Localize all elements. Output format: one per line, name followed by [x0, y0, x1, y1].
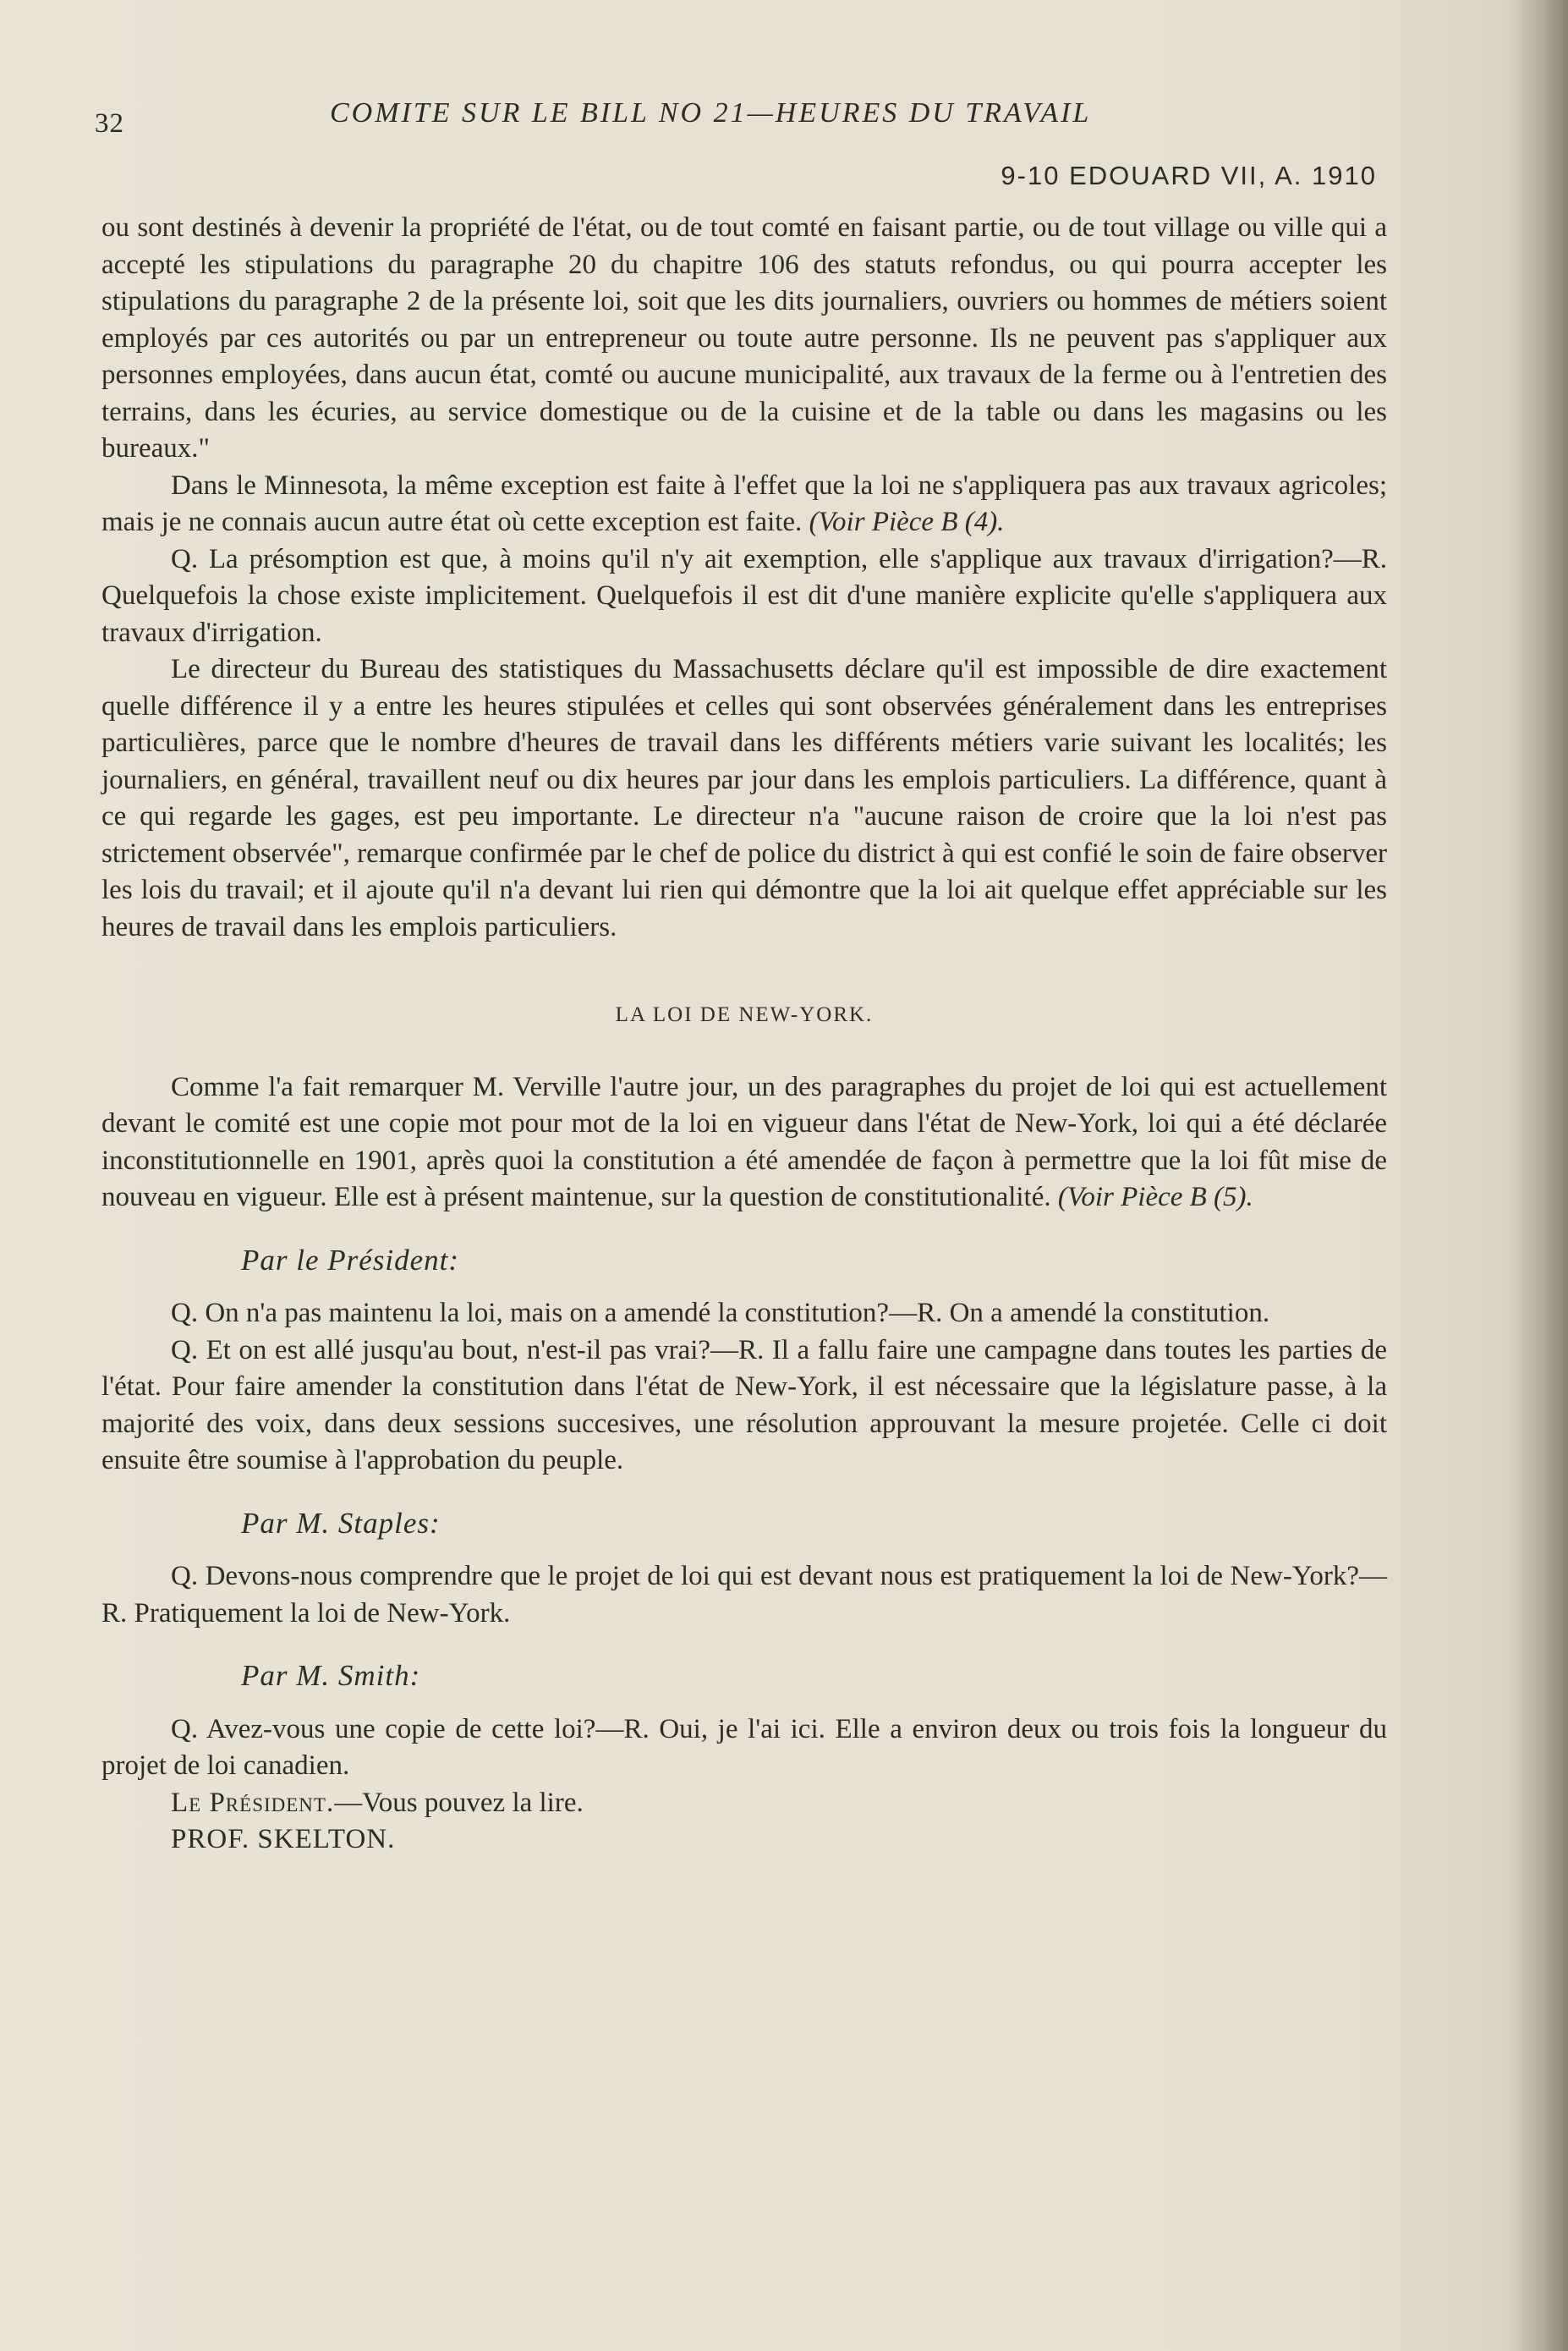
- body-text: [101, 210, 1387, 1859]
- paragraph-text: Comme l'a fait remarquer M. Verville l'autre jour, un des paragraphes du projet de loi qui est actuellement devant le comité est une copie mot pour mot de la loi en vigueur dans l'état de New-York, loi qui a été déclarée inconstitutionnelle en 1901, après quoi la constitution a été amendée de façon à permettre que la loi fût mise de nouveau en vigueur. Elle est à présent maintenue, sur la question de constitutionalité.: [101, 1071, 1387, 1212]
- witness-name: PROF. SKELTON.: [171, 1824, 396, 1854]
- president-text: —Vous pouvez la lire.: [334, 1787, 584, 1818]
- speaker-smith: Par M. Smith:: [241, 1659, 421, 1692]
- question-answer: Q. Avez-vous une copie de cette loi?—R. Oui, je l'ai ici. Elle a environ deux ou trois fois la longueur du projet de loi canadien.: [101, 1713, 1387, 1781]
- paragraph-irrigation: Q. La présomption est que, à moins qu'il n'y ait exemption, elle s'applique aux travaux d'irrigation?—R. Quelquefois la chose existe implicitement. Quelquefois il est dit d'une manière explicite qu'elle s'appliquera aux travaux d'irrigation.: [101, 543, 1387, 648]
- session-label: 9-10 EDOUARD VII, A. 1910: [1001, 161, 1377, 190]
- exhibit-reference: (Voir Pièce B (5).: [1057, 1182, 1253, 1212]
- paragraph-new-york: [101, 1069, 1387, 1217]
- paragraph-continuation: ou sont destinés à devenir la propriété de l'état, ou de tout comté en faisant partie, ou de tout village ou ville qui a accepté les stipulations du paragraphe 20 du chapitre 106 des statuts refondus, ou qui pourra accepter les stipulations du paragraphe 2 de la présente loi, soit que les dits journaliers, ouvriers ou hommes de métiers soient employés par ces autorités ou par un entrepreneur ou toute autre personne. Ils ne peuvent pas s'appliquer aux personnes employées, dans aucun état, comté ou aucune municipalité, aux travaux de la ferme ou à l'entretien des terrains, dans les écuries, au service domestique ou de la cuisine et de la table ou dans les magasins ou les bureaux.": [101, 212, 1387, 464]
- running-title: COMITE SUR LE BILL NO 21—HEURES DU TRAVAIL: [330, 97, 1092, 129]
- paragraph-massachusetts: Le directeur du Bureau des statistiques du Massachusetts déclare qu'il est impossible de dire exactement quelle différence il y a entre les heures stipulées et celles qui sont observées généralement dans les entreprises particulières, parce que le nombre d'heures de travail dans les différents métiers varie suivant les localités; les journaliers, en général, travaillent neuf ou dix heures par jour dans les emplois particuliers. La différence, quant à ce qui regarde les gages, est peu importante. Le directeur n'a "aucune raison de croire que la loi n'est pas strictement observée", remarque confirmée par le chef de police du district à qui est confié le soin de faire observer les lois du travail; et il ajoute qu'il n'a devant lui rien qui démontre que la loi ait quelque effet appréciable sur les heures de travail dans les emplois particuliers.: [101, 654, 1387, 942]
- page-number: 32: [95, 108, 124, 139]
- section-heading: LA LOI DE NEW-YORK.: [615, 1003, 874, 1026]
- speaker-president: Par le Président:: [241, 1243, 460, 1277]
- paragraph-minnesota: [101, 468, 1387, 541]
- question-answer: Q. Et on est allé jusqu'au bout, n'est-il pas vrai?—R. Il a fallu faire une campagne dans toutes les parties de l'état. Pour faire amender la constitution dans l'état de New-York, il est nécessaire que la législature passe, à la majorité des voix, dans deux sessions succesives, une résolution approuvant la mesure projetée. Celle ci doit ensuite être soumise à l'approbation du peuple.: [101, 1334, 1387, 1475]
- question-answer: Q. On n'a pas maintenu la loi, mais on a amendé la constitution?—R. On a amendé la constitution.: [171, 1298, 1270, 1328]
- exhibit-reference: (Voir Pièce B (4).: [809, 507, 1005, 537]
- question-answer: Q. Devons-nous comprendre que le projet de loi qui est devant nous est pratiquement la loi de New-York?—R. Pratiquement la loi de New-York.: [101, 1561, 1387, 1629]
- president-remark: [101, 1785, 1387, 1822]
- page-edge-shadow: [1509, 0, 1568, 2351]
- speaker-staples: Par M. Staples:: [241, 1506, 441, 1540]
- paragraph-text: Dans le Minnesota, la même exception est faite à l'effet que la loi ne s'appliquera pas aux travaux agricoles; mais je ne connais aucun autre état où cette exception est faite.: [101, 470, 1387, 537]
- president-label: Le Président.: [171, 1787, 335, 1818]
